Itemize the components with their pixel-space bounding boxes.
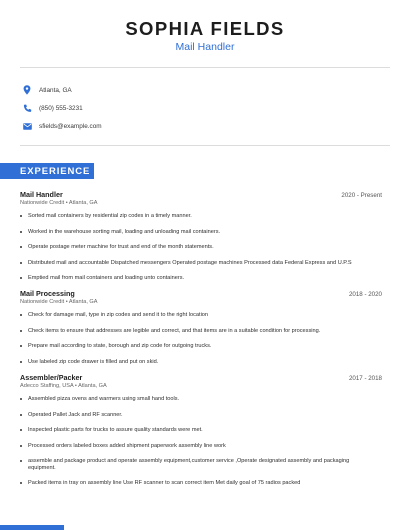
candidate-title: Mail Handler	[175, 41, 235, 53]
experience-section-title: EXPERIENCE	[20, 165, 91, 177]
contact-email	[22, 117, 102, 135]
email-text: sfields@example.com	[39, 122, 102, 130]
mail-icon	[22, 121, 32, 131]
contact-divider	[20, 145, 390, 146]
list-item: Prepare mail according to state, borough and zip code for outgoing trucks.	[20, 343, 382, 350]
list-item: Emptied mail from mail containers and loading unto containers.	[20, 275, 382, 282]
resume-header	[0, 0, 410, 54]
list-item: Sorted mail containers by residential zip codes in a timely manner.	[20, 213, 382, 220]
list-item: Assembled pizza ovens and warmers using small hand tools.	[20, 396, 382, 403]
job-entry-assembler-packer	[20, 373, 382, 495]
map-pin-icon	[22, 85, 32, 95]
list-item: Use labeled zip code drawer is filled and put on skid.	[20, 359, 382, 366]
job-title: Assembler/Packer	[20, 373, 83, 382]
job-title: Mail Handler	[20, 190, 63, 199]
list-item: Worked in the warehouse sorting mail, loading and unloading mail containers.	[20, 229, 382, 236]
job-title: Mail Processing	[20, 289, 75, 298]
list-item: Operate postage meter machine for trust and end of the month statements.	[20, 244, 382, 251]
job-company: Nationwide Credit • Atlanta, GA	[20, 200, 98, 206]
contact-list	[22, 81, 102, 135]
job-entry-mail-processing	[20, 289, 382, 374]
list-item: Check items to ensure that addresses are legible and correct, and that items are in a suitable condition for processing.	[20, 328, 382, 335]
list-item: Inspected plastic parts for trucks to assure quality standards were met.	[20, 427, 382, 434]
list-item: assemble and package product and operate assembly equipment,customer service ,Operate designated assembly and packaging equipment.	[20, 458, 382, 472]
contact-location	[22, 81, 102, 99]
job-dates: 2017 - 2018	[348, 375, 382, 382]
job-bullets	[20, 312, 382, 366]
phone-icon	[22, 103, 32, 113]
list-item: Processed orders labeled boxes added shipment paperwork assembly line work	[20, 443, 382, 450]
phone-text: (850) 555-3231	[39, 104, 83, 112]
job-dates: 2018 - 2020	[348, 291, 382, 298]
location-text: Atlanta, GA	[39, 86, 72, 94]
experience-section-header	[0, 163, 94, 179]
list-item: Operated Pallet Jack and RF scanner.	[20, 412, 382, 419]
job-company: Nationwide Credit • Atlanta, GA	[20, 299, 98, 305]
list-item: Check for damage mail, type in zip codes and send it to the right location	[20, 312, 382, 319]
job-bullets	[20, 213, 382, 282]
job-bullets	[20, 396, 382, 487]
header-divider	[20, 67, 390, 68]
list-item: Packed items in tray on assembly line Use RF scanner to scan correct item Met daily goal of 75 radios packed	[20, 480, 382, 487]
candidate-name: SOPHIA FIELDS	[125, 18, 285, 39]
job-entry-mail-handler	[20, 190, 382, 291]
job-dates: 2020 - Present	[341, 192, 382, 199]
contact-phone	[22, 99, 102, 117]
job-company: Adecco Staffing, USA • Atlanta, GA	[20, 383, 107, 389]
next-section-header-fragment	[0, 525, 64, 530]
list-item: Distributed mail and accountable Dispatched messengers Operated postage machines Processed data Federal Express and U.P.S	[20, 260, 382, 267]
